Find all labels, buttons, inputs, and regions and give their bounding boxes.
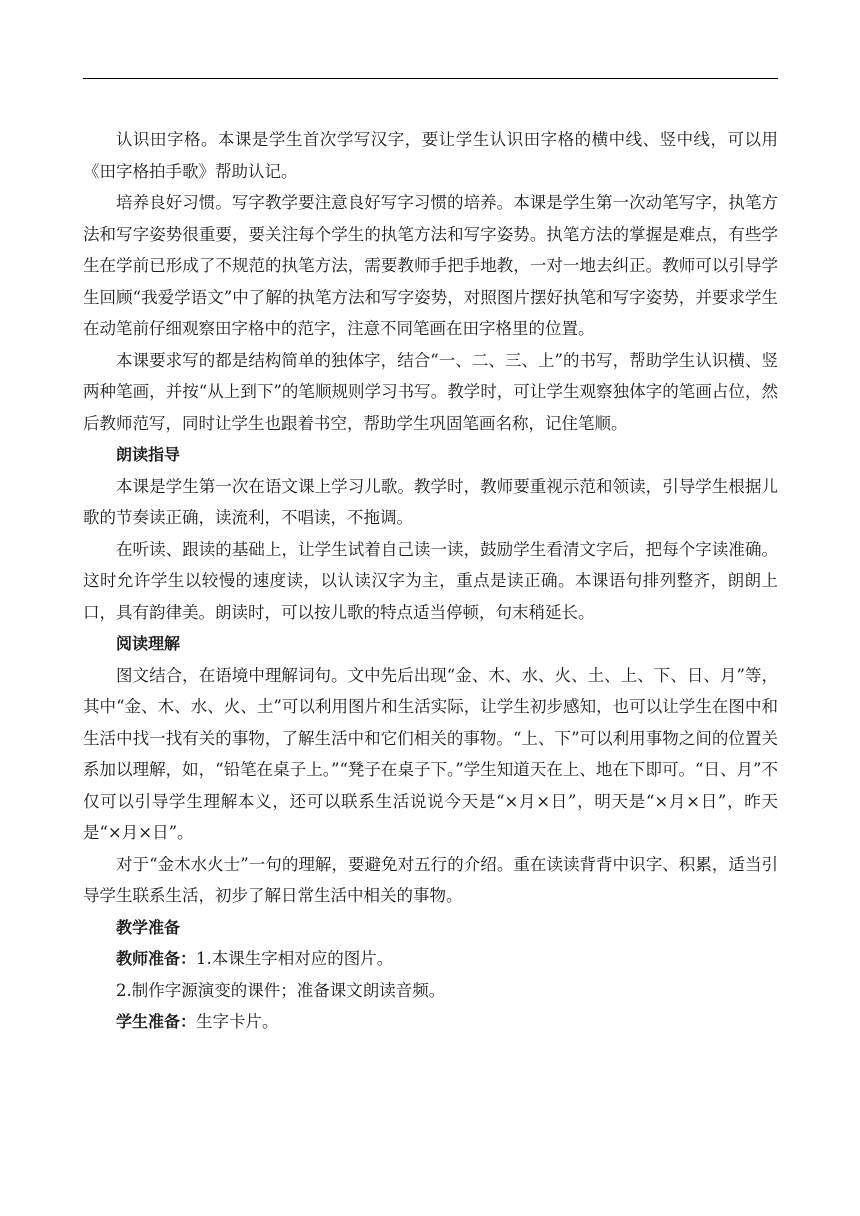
- heading-teaching-preparation: 教学准备: [116, 917, 181, 937]
- paragraph-tianzige: 认识田字格。本课是学生首次学写汉字，要让学生认识田字格的横中线、竖中线，可以用《田字格拍手歌》帮助认记。: [83, 130, 778, 181]
- paragraph-reading-1: 本课是学生第一次在语文课上学习儿歌。教学时，教师要重视示范和领读，引导学生根据儿歌的节奏读正确，读流利，不唱读，不拖调。: [83, 476, 778, 527]
- teacher-preparation-item-2: 2.制作字源演变的课件；准备课文朗读音频。: [116, 980, 446, 1000]
- teacher-preparation-line: [83, 943, 778, 975]
- header-rule: [83, 78, 778, 79]
- teacher-preparation-item-1: 1.本课生字相对应的图片。: [196, 949, 394, 968]
- paragraph-comprehension-2: 对于“金木水火士”一句的理解，要避免对五行的介绍。重在读读背背中识字、积累，适当引导学生联系生活，初步了解日常生活中相关的事物。: [83, 854, 778, 905]
- paragraph-writing-habits: 培养良好习惯。写字教学要注意良好写字习惯的培养。本课是学生第一次动笔写字，执笔方法和写字姿势很重要，要关注每个学生的执笔方法和写字姿势。执笔方法的掌握是难点，有些学生在学前已形成了不规范的执笔方法，需要教师手把手地教，一对一地去纠正。教师可以引导学生回顾“我爱学语文”中了解的执笔方法和写字姿势，对照图片摆好执笔和写字姿势，并要求学生在动笔前仔细观察田字格中的范字，注意不同笔画在田字格里的位置。: [83, 193, 778, 338]
- heading-reading-guidance: 朗读指导: [116, 445, 181, 464]
- student-preparation-line: [83, 1006, 778, 1038]
- student-preparation-item: 生字卡片。: [196, 1012, 279, 1031]
- student-preparation-label: 学生准备：: [116, 1012, 197, 1031]
- paragraph-stroke-order: 本课要求写的都是结构简单的独体字，结合“一、二、三、上”的书写，帮助学生认识横、竖两种笔画，并按“从上到下”的笔顺规则学习书写。教学时，可让学生观察独体字的笔画占位，然后教师范写，同时让学生也跟着书空，帮助学生巩固笔画名称，记住笔顺。: [83, 350, 778, 433]
- heading-reading-comprehension: 阅读理解: [116, 634, 181, 653]
- teacher-preparation-label: 教师准备：: [116, 949, 197, 968]
- document-body: [83, 124, 778, 1038]
- paragraph-comprehension-1: 图文结合，在语境中理解词句。文中先后出现“金、木、水、火、土、上、下、日、月”等，其中“金、木、水、火、土”可以利用图片和生活实际，让学生初步感知，也可以让学生在图中和生活中找一找有关的事物，了解生活中和它们相关的事物。“上、下”可以利用事物之间的位置关系加以理解，如，“铅笔在桌子上。”“凳子在桌子下。”学生知道天在上、地在下即可。“日、月”不仅可以引导学生理解本义，还可以联系生活说说今天是“×月×日”，明天是“×月×日”，昨天是“×月×日”。: [83, 665, 778, 842]
- paragraph-reading-2: 在听读、跟读的基础上，让学生试着自己读一读，鼓励学生看清文字后，把每个字读准确。这时允许学生以较慢的速度读，以认读汉字为主，重点是读正确。本课语句排列整齐，朗朗上口，具有韵律美。朗读时，可以按儿歌的特点适当停顿，句末稍延长。: [83, 539, 778, 622]
